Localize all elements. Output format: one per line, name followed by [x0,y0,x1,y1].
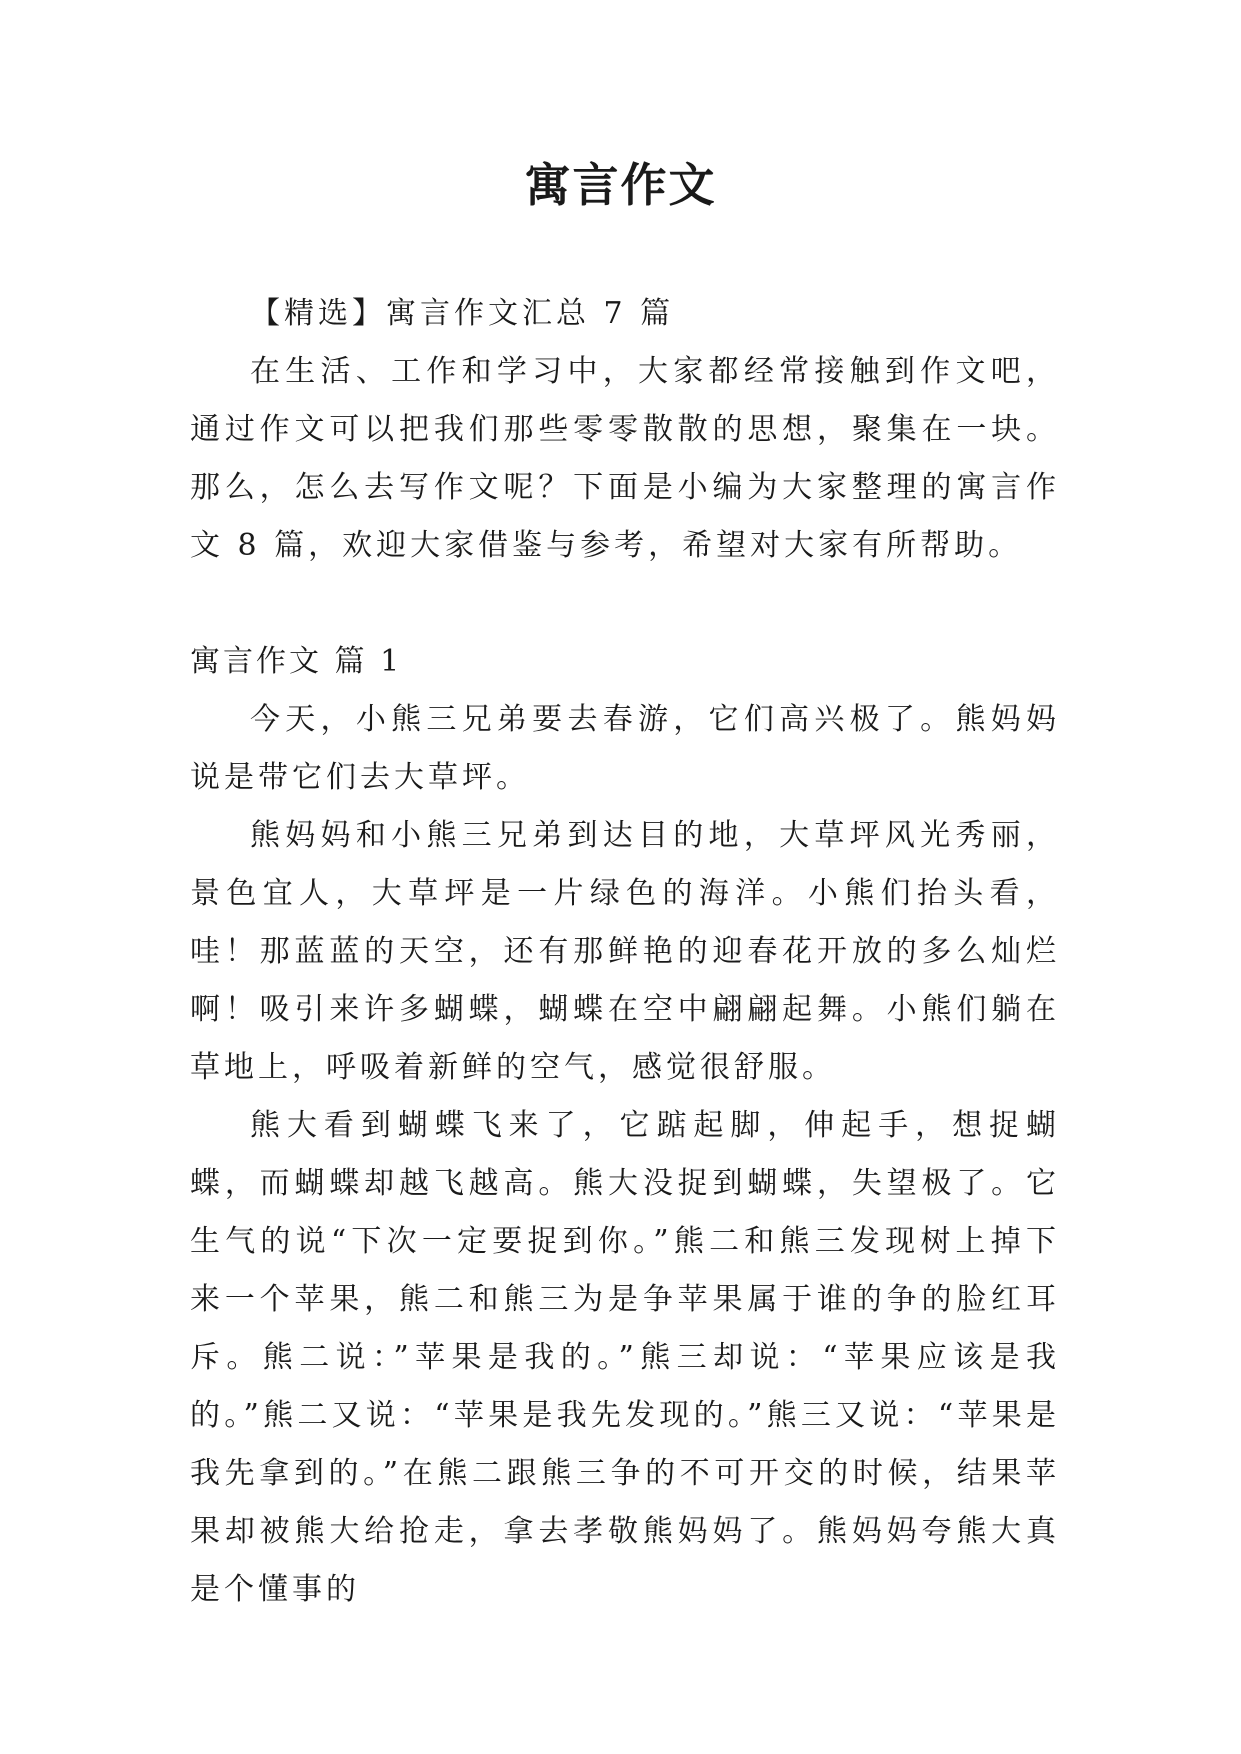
story-paragraph: 熊妈妈和小熊三兄弟到达目的地，大草坪风光秀丽，景色宜人，大草坪是一片绿色的海洋。小熊们抬头看，哇！那蓝蓝的天空，还有那鲜艳的迎春花开放的多么灿烂啊！吸引来许多蝴蝶，蝴蝶在空中翩翩起舞。小熊们躺在草地上，呼吸着新鲜的空气，感觉很舒服。 [190,818,1060,1085]
document-subtitle: 【精选】寓言作文汇总 7 篇 [250,296,675,331]
section-spacer [190,575,1060,633]
story-paragraph: 熊大看到蝴蝶飞来了，它踮起脚，伸起手，想捉蝴蝶，而蝴蝶却越飞越高。熊大没捉到蝴蝶，失望极了。它生气的说“下次一定要捉到你。”熊二和熊三发现树上掉下来一个苹果，熊二和熊三为是争苹果属于谁的争的脸红耳斥。熊二说：”苹果是我的。”熊三却说：“苹果应该是我的。”熊二又说：“苹果是我先发现的。”熊三又说：“苹果是我先拿到的。”在熊二跟熊三争的不可开交的时候，结果苹果却被熊大给抢走，拿去孝敬熊妈妈了。熊妈妈夸熊大真是个懂事的 [190,1108,1060,1607]
story-paragraph: 今天，小熊三兄弟要去春游，它们高兴极了。熊妈妈说是带它们去大草坪。 [190,702,1060,795]
document-body [190,285,1060,1619]
intro-paragraph: 在生活、工作和学习中，大家都经常接触到作文吧，通过作文可以把我们那些零零散散的思想，聚集在一块。那么，怎么去写作文呢？下面是小编为大家整理的寓言作文 8 篇，欢迎大家借鉴与参考，希望对大家有所帮助。 [190,354,1060,563]
section-heading: 寓言作文 篇 1 [190,644,403,679]
page-title: 寓言作文 [524,158,717,212]
